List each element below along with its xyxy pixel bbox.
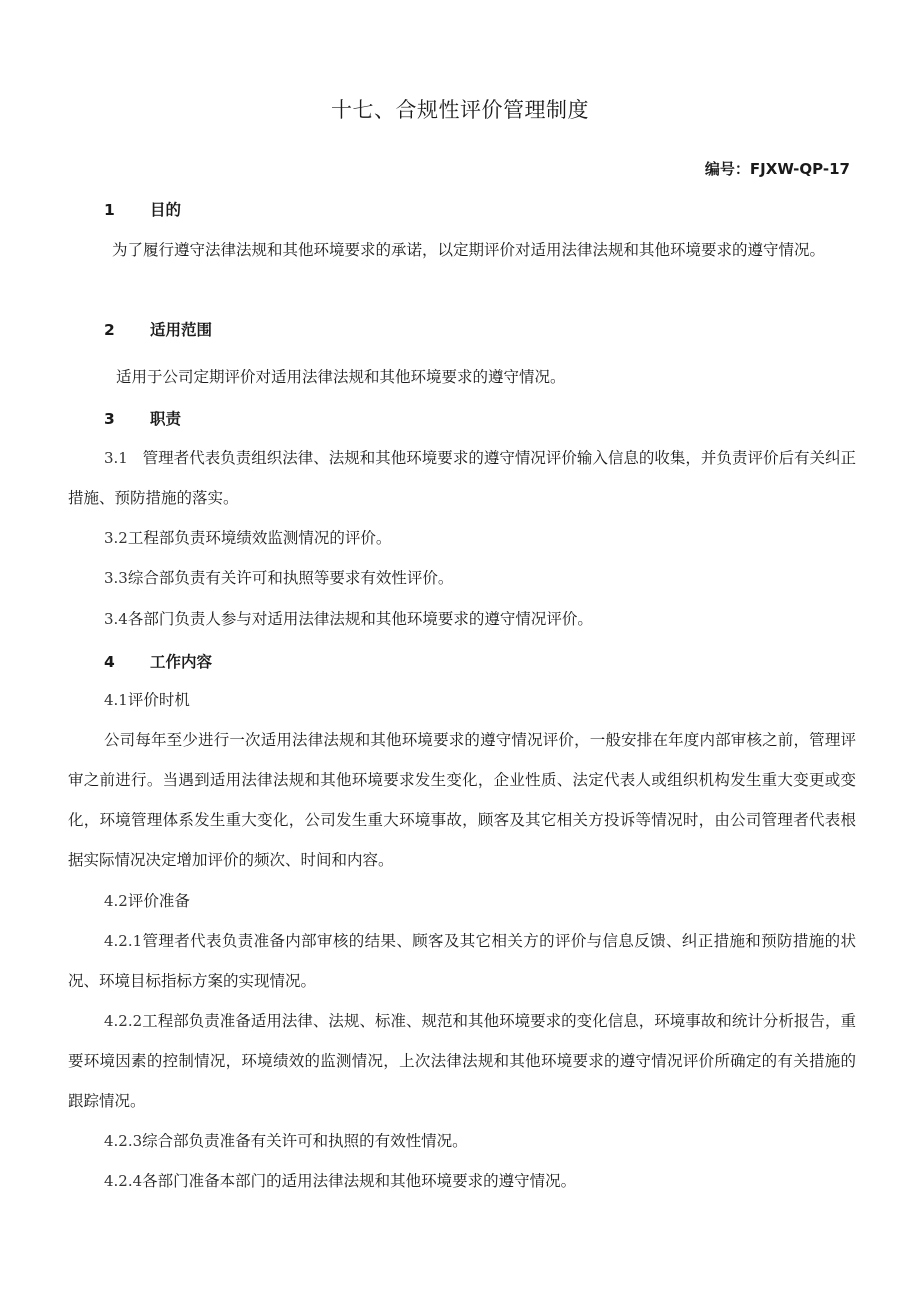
- list-item-3-3: [68, 558, 856, 598]
- item-text: 管理者代表负责准备内部审核的结果、顾客及其它相关方的评价与信息反馈、纠正措施和预防措施的状况、环境目标指标方案的实现情况。: [68, 932, 856, 990]
- item-number: 4.2.2: [104, 1012, 143, 1030]
- section-1-text: 为了履行遵守法律法规和其他环境要求的承诺，以定期评价对适用法律法规和其他环境要求的遵守情况。: [112, 241, 826, 259]
- item-text: 工程部负责准备适用法律、法规、标准、规范和其他环境要求的变化信息，环境事故和统计分析报告，重要环境因素的控制情况，环境绩效的监测情况，上次法律法规和其他环境要求的遵守情况评价所确定的有关措施的跟踪情况。: [68, 1012, 856, 1110]
- section-number: 1: [104, 201, 115, 219]
- page-title: 十七、合规性评价管理制度: [331, 98, 589, 122]
- section-title: 目的: [150, 201, 182, 219]
- list-item-3-2: [68, 518, 856, 558]
- subsection-4-1-text: 公司每年至少进行一次适用法律法规和其他环境要求的遵守情况评价，一般安排在年度内部审核之前，管理评审之前进行。当遇到适用法律法规和其他环境要求发生变化，企业性质、法定代表人或组织机构发生重大变更或变化，环境管理体系发生重大变化，公司发生重大环境事故，顾客及其它相关方投诉等情况时，由公司管理者代表根据实际情况决定增加评价的频次、时间和内容。: [68, 731, 856, 869]
- item-number: 4.2.1: [104, 932, 143, 950]
- item-number: 3.2: [104, 529, 128, 547]
- item-text: 各部门准备本部门的适用法律法规和其他环境要求的遵守情况。: [142, 1172, 577, 1190]
- list-item-4-2-2: [68, 1001, 856, 1121]
- list-item-3-1: [68, 438, 856, 518]
- section-heading-4: [104, 650, 212, 672]
- section-heading-3: [104, 407, 181, 429]
- section-title: 工作内容: [150, 653, 213, 671]
- list-item-4-2-1: [68, 921, 856, 1001]
- section-number: 3: [104, 410, 115, 428]
- item-text: 综合部负责有关许可和执照等要求有效性评价。: [127, 569, 454, 587]
- list-item-4-2-4: [68, 1161, 856, 1201]
- section-number: 4: [104, 653, 115, 671]
- item-text: 各部门负责人参与对适用法律法规和其他环境要求的遵守情况评价。: [127, 610, 593, 628]
- item-number: 4.2.3: [104, 1132, 143, 1150]
- subsection-4-1: [68, 680, 856, 720]
- section-heading-2: [104, 318, 212, 340]
- section-title: 职责: [150, 410, 182, 428]
- section-number: 2: [104, 321, 115, 339]
- subsection-4-2: [68, 881, 856, 921]
- item-number: 3.4: [104, 610, 128, 628]
- document-number: 编号：FJXW-QP-17: [704, 160, 850, 178]
- item-number: 4.2: [104, 892, 128, 910]
- list-item-4-2-3: [68, 1121, 856, 1161]
- item-text: 综合部负责准备有关许可和执照的有效性情况。: [142, 1132, 468, 1150]
- item-number: 4.1: [104, 691, 128, 709]
- item-number: 4.2.4: [104, 1172, 143, 1190]
- subsection-title: 评价准备: [127, 892, 190, 910]
- item-text: 管理者代表负责组织法律、法规和其他环境要求的遵守情况评价输入信息的收集，并负责评价后有关纠正措施、预防措施的落实。: [68, 449, 856, 507]
- list-item-3-4: [68, 599, 856, 639]
- section-title: 适用范围: [150, 321, 213, 339]
- section-2-text: 适用于公司定期评价对适用法律法规和其他环境要求的遵守情况。: [116, 368, 566, 386]
- item-number: 3.3: [104, 569, 128, 587]
- item-number: 3.1: [104, 449, 128, 467]
- subsection-title: 评价时机: [127, 691, 190, 709]
- section-heading-1: [104, 198, 181, 220]
- item-text: 工程部负责环境绩效监测情况的评价。: [127, 529, 392, 547]
